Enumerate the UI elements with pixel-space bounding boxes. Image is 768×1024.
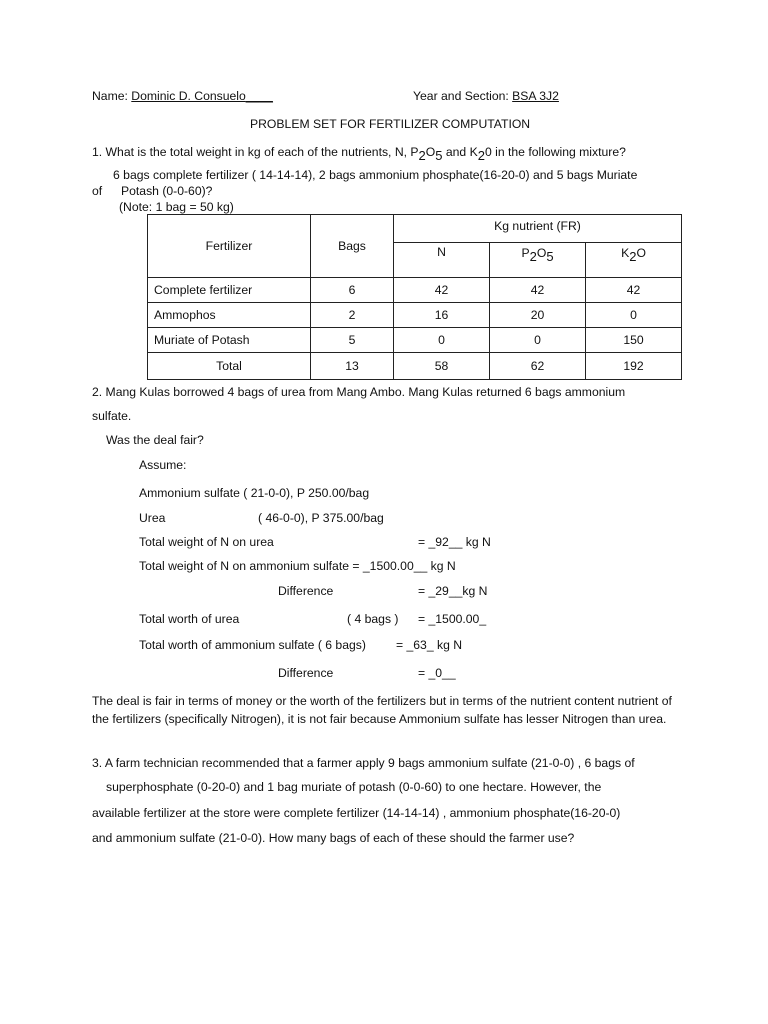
- col-header-fertilizer: Fertilizer: [148, 215, 311, 278]
- table-row: [148, 278, 682, 303]
- q2-diff1-label: Difference: [278, 584, 334, 598]
- name-value: Dominic D. Consuelo: [131, 89, 246, 103]
- q2-n-as-line: Total weight of N on ammonium sulfate = _1500.00__ kg N: [139, 559, 456, 573]
- row-k: 192: [586, 353, 682, 380]
- q2-line2: sulfate.: [92, 409, 132, 423]
- q2-assume: Assume:: [139, 458, 187, 472]
- q1-sub-5: 5: [435, 148, 443, 163]
- k2o-sub: 2: [629, 249, 637, 264]
- q2-n-urea-value: = _92__ kg N: [418, 535, 491, 549]
- q1-and-k: and K: [442, 145, 478, 159]
- name-blank: ____: [245, 89, 273, 103]
- row-p: 0: [490, 328, 586, 353]
- q2-line1: 2. Mang Kulas borrowed 4 bags of urea from Mang Ambo. Mang Kulas returned 6 bags ammonium: [92, 385, 626, 399]
- table-row: [148, 303, 682, 328]
- q2-conclusion: The deal is fair in terms of money or the worth of the fertilizers but in terms of the nutrient content nutrient of the fertilizers (specifically Nitrogen), it is not fair because Ammonium sulfate has lesser Nitrogen than urea.: [92, 694, 672, 726]
- q3-line2: superphosphate (0-20-0) and 1 bag muriate of potash (0-0-60) to one hectare. However, the: [106, 780, 602, 794]
- q1-line2: 6 bags complete fertilizer ( 14-14-14), 2 bags ammonium phosphate(16-20-0) and 5 bags Muriate: [113, 168, 638, 182]
- p2o5-sub5: 5: [546, 249, 554, 264]
- q3-line3: available fertilizer at the store were complete fertilizer (14-14-14) , ammonium phosphate(16-20-0): [92, 806, 621, 820]
- fertilizer-table: [147, 214, 682, 380]
- q2-worth-urea-label: Total worth of urea: [139, 612, 240, 626]
- q2-urea-price: ( 46-0-0), P 375.00/bag: [258, 511, 384, 525]
- row-n: 0: [394, 328, 490, 353]
- row-name: Muriate of Potash: [148, 328, 311, 353]
- q3-line1: 3. A farm technician recommended that a farmer apply 9 bags ammonium sulfate (21-0-0) , 6 bags of: [92, 756, 635, 770]
- q2-worth-urea-value: = _1500.00_: [418, 612, 487, 626]
- row-n: 16: [394, 303, 490, 328]
- q2-worth-urea-bags: ( 4 bags ): [347, 612, 399, 626]
- table-row-total: [148, 353, 682, 380]
- row-n: 42: [394, 278, 490, 303]
- row-p: 42: [490, 278, 586, 303]
- q2-urea-label: Urea: [139, 511, 166, 525]
- table-row: [148, 328, 682, 353]
- q1-line3: Potash (0-0-60)?: [121, 184, 213, 198]
- name-line: [92, 89, 273, 104]
- row-bags: 5: [311, 328, 394, 353]
- col-header-group: Kg nutrient (FR): [394, 215, 682, 243]
- col-header-bags: Bags: [311, 215, 394, 278]
- col-header-n: N: [394, 243, 490, 278]
- q2-diff1-value: = _29__kg N: [418, 584, 488, 598]
- row-name: Total: [148, 353, 311, 380]
- q1-line3-of: of: [92, 184, 103, 198]
- q1-sub-2: 2: [418, 148, 426, 163]
- row-bags: 2: [311, 303, 394, 328]
- col-header-k2o: [586, 243, 682, 278]
- p2o5-sub2: 2: [529, 249, 537, 264]
- row-p: 62: [490, 353, 586, 380]
- row-name: Ammophos: [148, 303, 311, 328]
- row-k: 0: [586, 303, 682, 328]
- section-label: Year and Section:: [413, 89, 509, 103]
- section-line: [413, 89, 559, 104]
- row-name: Complete fertilizer: [148, 278, 311, 303]
- row-k: 150: [586, 328, 682, 353]
- page-title: PROBLEM SET FOR FERTILIZER COMPUTATION: [250, 117, 531, 131]
- q1-note: (Note: 1 bag = 50 kg): [119, 200, 234, 214]
- row-bags: 6: [311, 278, 394, 303]
- q2-worth-as-value: = _63_ kg N: [396, 638, 463, 652]
- q2-worth-as-label: Total worth of ammonium sulfate ( 6 bags): [139, 638, 366, 652]
- p2o5-o: O: [536, 246, 547, 260]
- name-label: Name:: [92, 89, 128, 103]
- row-p: 20: [490, 303, 586, 328]
- k2o-o: O: [636, 246, 646, 260]
- q3-line4: and ammonium sulfate (21-0-0). How many bags of each of these should the farmer use?: [92, 831, 575, 845]
- col-header-p2o5: [490, 243, 586, 278]
- q2-line3: Was the deal fair?: [106, 433, 204, 447]
- q1-question: [92, 144, 626, 163]
- section-value: BSA 3J2: [512, 89, 559, 103]
- q2-n-urea-label: Total weight of N on urea: [139, 535, 274, 549]
- q2-diff2-value: = _0__: [418, 666, 456, 680]
- p2o5-p: P: [521, 246, 530, 260]
- row-bags: 13: [311, 353, 394, 380]
- q1-question-end: 0 in the following mixture?: [484, 145, 626, 159]
- q1-o: O: [425, 145, 436, 159]
- k2o-k: K: [621, 246, 630, 260]
- q2-diff2-label: Difference: [278, 666, 334, 680]
- row-n: 58: [394, 353, 490, 380]
- row-k: 42: [586, 278, 682, 303]
- q1-question-text: 1. What is the total weight in kg of each of the nutrients, N, P: [92, 145, 419, 159]
- q2-as-price: Ammonium sulfate ( 21-0-0), P 250.00/bag: [139, 486, 370, 500]
- q1-k-sub: 2: [477, 148, 485, 163]
